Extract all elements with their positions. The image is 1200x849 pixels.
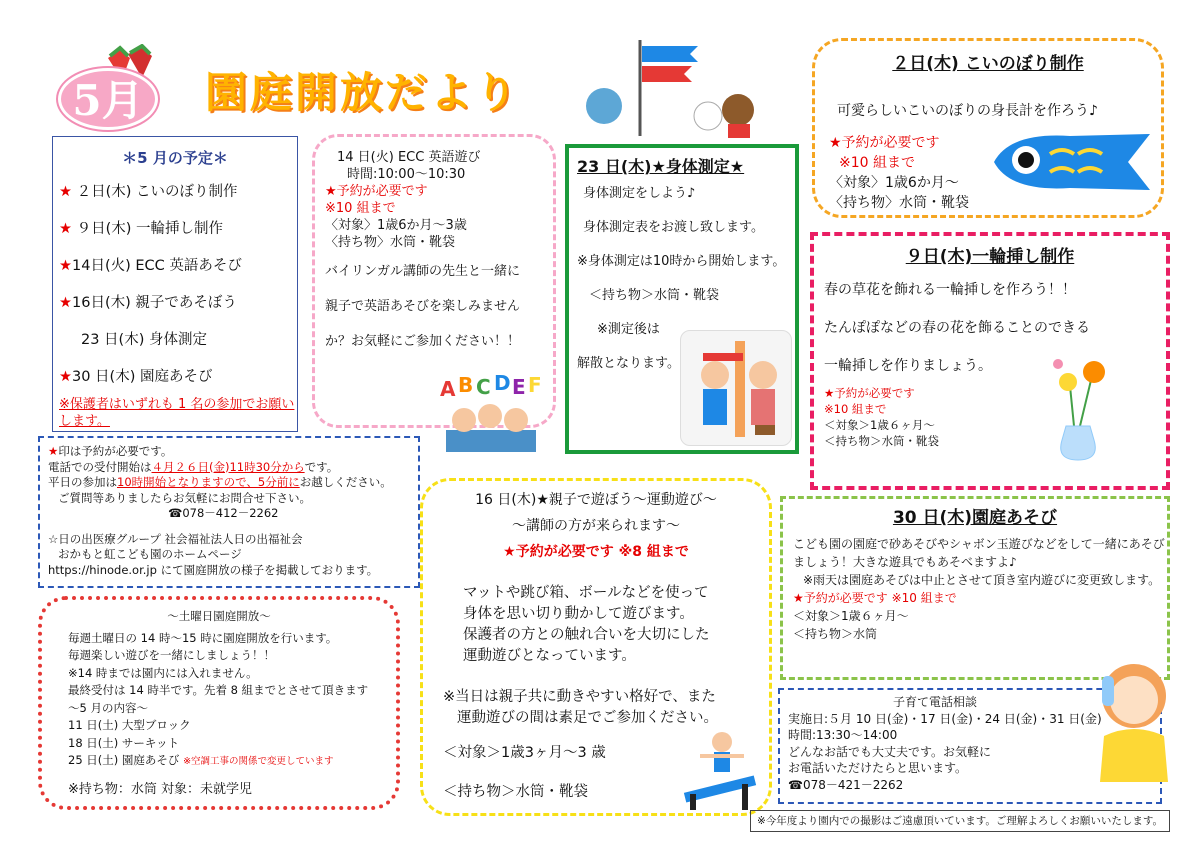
ecc-body: バイリンガル講師の先生と一緒に <box>325 264 521 279</box>
svg-text:A: A <box>440 377 456 401</box>
vase-craft-bring: ＜持ち物＞水筒・靴袋 <box>824 434 939 448</box>
saturday-open-box <box>38 596 400 810</box>
sports-title: 16 日(木)★親子で遊ぼう～運動遊び～ <box>475 492 717 508</box>
vase-craft-box <box>810 232 1170 490</box>
garden-play-reserve: ★予約が必要です ※10 組まで <box>793 591 957 605</box>
notice-line: 電話での受付開始は４月２６日(金)11時30分からです。 <box>48 459 339 474</box>
consult-line: お電話いただけたらと思います。 <box>788 761 968 775</box>
ecc-time: 時間:10:00～10:30 <box>347 167 466 182</box>
saturday-schedule-row: 25 日(土) 園庭あそび ※空調工事の関係で変更しています <box>68 753 334 767</box>
schedule-item: ★16日(木) 親子であそぼう <box>59 295 237 311</box>
schedule-item: ★ ９日(木) 一輪挿し制作 <box>59 221 224 237</box>
ecc-bring: 〈持ち物〉水筒・靴袋 <box>325 235 456 250</box>
schedule-note: ※保護者はいずれも 1 名の参加でお願いします。 <box>59 397 295 429</box>
saturday-bring: ※持ち物：水筒 対象：未就学児 <box>68 781 253 797</box>
koinobori-fish-illustration <box>990 126 1154 198</box>
koinobori-animals-illustration <box>580 36 770 140</box>
svg-text:E: E <box>512 375 526 399</box>
vase-craft-limit: ※10 組まで <box>824 402 887 416</box>
abc-children-illustration <box>432 374 548 456</box>
schedule-item: ★ ２日(木) こいのぼり制作 <box>59 184 238 200</box>
saturday-title: ～土曜日園庭開放～ <box>167 609 271 623</box>
garden-play-title: 30 日(木)園庭あそび <box>892 508 1058 528</box>
vase-craft-line: 一輪挿しを作りましょう。 <box>824 358 992 374</box>
consult-phone: ☎078－421－2262 <box>788 777 904 792</box>
ecc-title: 14 日(火) ECC 英語遊び <box>337 150 481 165</box>
footer-note: ※今年度より園内での撮影はご遠慮頂いています。ご理解よろしくお願いいたします。 <box>750 810 1170 832</box>
ecc-body: か？お気軽にご参加ください！！ <box>325 334 521 349</box>
saturday-line: 最終受付は 14 時半です。先着 8 組までとさせて頂きます <box>68 683 369 697</box>
flower-vase-illustration <box>1040 356 1116 462</box>
garden-play-target: ＜対象＞1歳６ヶ月～ <box>793 609 909 623</box>
saturday-line: 毎週土曜日の 14 時～15 時に園庭開放を行います。 <box>68 630 338 645</box>
measurement-bring: ＜持ち物＞水筒・靴袋 <box>589 288 720 303</box>
garden-play-line: ましょう！大きな遊具でもあそべますよ♪ <box>793 555 1017 569</box>
garden-play-bring: ＜持ち物＞水筒 <box>793 627 878 641</box>
schedule-item: ★30 日(木) 園庭あそび <box>59 369 213 385</box>
garden-play-line: こども園の園庭で砂あそびやシャボン玉遊びなどをして一緒にあそび <box>793 537 1165 551</box>
sports-subtitle: ～講師の方が来られます～ <box>512 518 680 534</box>
koinobori-bring: 〈持ち物〉水筒・靴袋 <box>829 195 969 211</box>
balance-beam-child-illustration <box>680 726 760 812</box>
consult-line: 実施日:５月 10 日(金)・17 日(金)・24 日(金)・31 日(金) <box>788 711 1102 726</box>
notice-line: ご質問等ありましたらお気軽にお問合せ下さい。 <box>58 490 311 505</box>
sports-body: マットや跳び箱、ボールなどを使って 身体を思い切り動かして遊びます。 保護者の方との触れ合いを大切にした 運動遊びとなっています。 <box>463 585 710 664</box>
sports-reserve: ★予約が必要です ※8 組まで <box>503 544 689 560</box>
saturday-schedule-row: 11 日(土) 大型ブロック <box>68 718 191 732</box>
sports-note: ※当日は親子共に動きやすい格好で、また 運動遊びの間は素足でご参加ください。 <box>443 689 718 726</box>
measurement-line: ※身体測定は10時から開始します。 <box>577 254 786 269</box>
consult-line: どんなお話でも大丈夫です。お気軽に <box>788 744 992 759</box>
koinobori-target: 〈対象〉1歳6か月～ <box>829 175 959 191</box>
ecc-limit: ※10 組まで <box>325 201 396 216</box>
vase-craft-line: 春の草花を飾れる一輪挿しを作ろう！！ <box>824 282 1076 298</box>
saturday-schedule-row: 18 日(土) サーキット <box>68 735 180 750</box>
schedule-item: 23 日(木) 身体測定 <box>81 332 207 348</box>
vase-craft-line: たんぽぽなどの春の花を飾ることのできる <box>824 320 1090 336</box>
vase-craft-reserve: ★予約が必要です <box>824 386 915 400</box>
measurement-line: ※測定後は <box>597 322 660 337</box>
measurement-line: 身体測定表をお渡し致します。 <box>583 220 764 235</box>
sports-target: ＜対象＞1歳3ヶ月～3 歳 <box>443 745 606 761</box>
ecc-body: 親子で英語あそびを楽しみません <box>325 299 521 314</box>
svg-text:D: D <box>494 374 511 395</box>
notice-line: ☆日の出医療グループ 社会福祉法人日の出福祉会 <box>48 531 303 546</box>
measurement-line: 身体測定をしよう♪ <box>583 186 696 201</box>
svg-text:C: C <box>476 375 491 399</box>
page-title: 園庭開放だより <box>205 68 521 117</box>
schedule-box <box>52 136 298 432</box>
notice-line: 平日の参加は10時開始となりますので、5分前にお越しください。 <box>48 475 392 489</box>
koinobori-body: 可愛らしいこいのぼりの身長計を作ろう♪ <box>837 103 1098 119</box>
measurement-title: 23 日(木)★身体測定★ <box>577 157 745 176</box>
saturday-line: 毎週楽しい遊びを一緒にしましょう！！ <box>68 648 275 662</box>
schedule-heading: ＊5 月の予定＊ <box>122 149 228 167</box>
svg-text:B: B <box>458 374 474 397</box>
vase-craft-target: ＜対象＞1歳６ヶ月～ <box>824 418 935 432</box>
children-measuring-illustration <box>680 330 792 446</box>
notice-box <box>38 436 420 588</box>
month-badge: 5月 <box>58 68 158 130</box>
girl-on-phone-illustration <box>1090 656 1176 782</box>
koinobori-title: ２日(木) こいのぼり制作 <box>892 54 1084 74</box>
koinobori-limit: ※10 組まで <box>839 155 915 171</box>
homepage-link[interactable]: https://hinode.or.jp にて園庭開放の様子を掲載しております。 <box>48 562 379 577</box>
saturday-line: ～5 月の内容～ <box>68 700 148 715</box>
garden-play-line: ※雨天は園庭あそびは中止とさせて頂き室内遊びに変更致します。 <box>803 573 1161 587</box>
garden-play-box <box>780 496 1170 680</box>
vase-craft-title: ９日(木)一輪挿し制作 <box>905 247 1075 267</box>
measurement-line: 解散となります。 <box>577 356 680 371</box>
saturday-line: ※14 時までは園内には入れません。 <box>68 665 258 680</box>
consult-title: 子育て電話相談 <box>892 695 977 709</box>
koinobori-reserve: ★予約が必要です <box>829 135 940 151</box>
consult-line: 時間:13:30～14:00 <box>788 728 898 742</box>
notice-phone: ☎078－412－2262 <box>168 506 279 520</box>
sports-bring: ＜持ち物＞水筒・靴袋 <box>443 784 588 800</box>
ecc-target: 〈対象〉1歳6か月～3歳 <box>325 218 467 233</box>
notice-line: おかもと虹こども園のホームページ <box>58 547 242 561</box>
schedule-item: ★14日(火) ECC 英語あそび <box>59 258 242 274</box>
notice-line: ★印は予約が必要です。 <box>48 444 173 458</box>
ecc-reserve: ★予約が必要です <box>325 184 428 199</box>
svg-text:F: F <box>528 374 542 397</box>
